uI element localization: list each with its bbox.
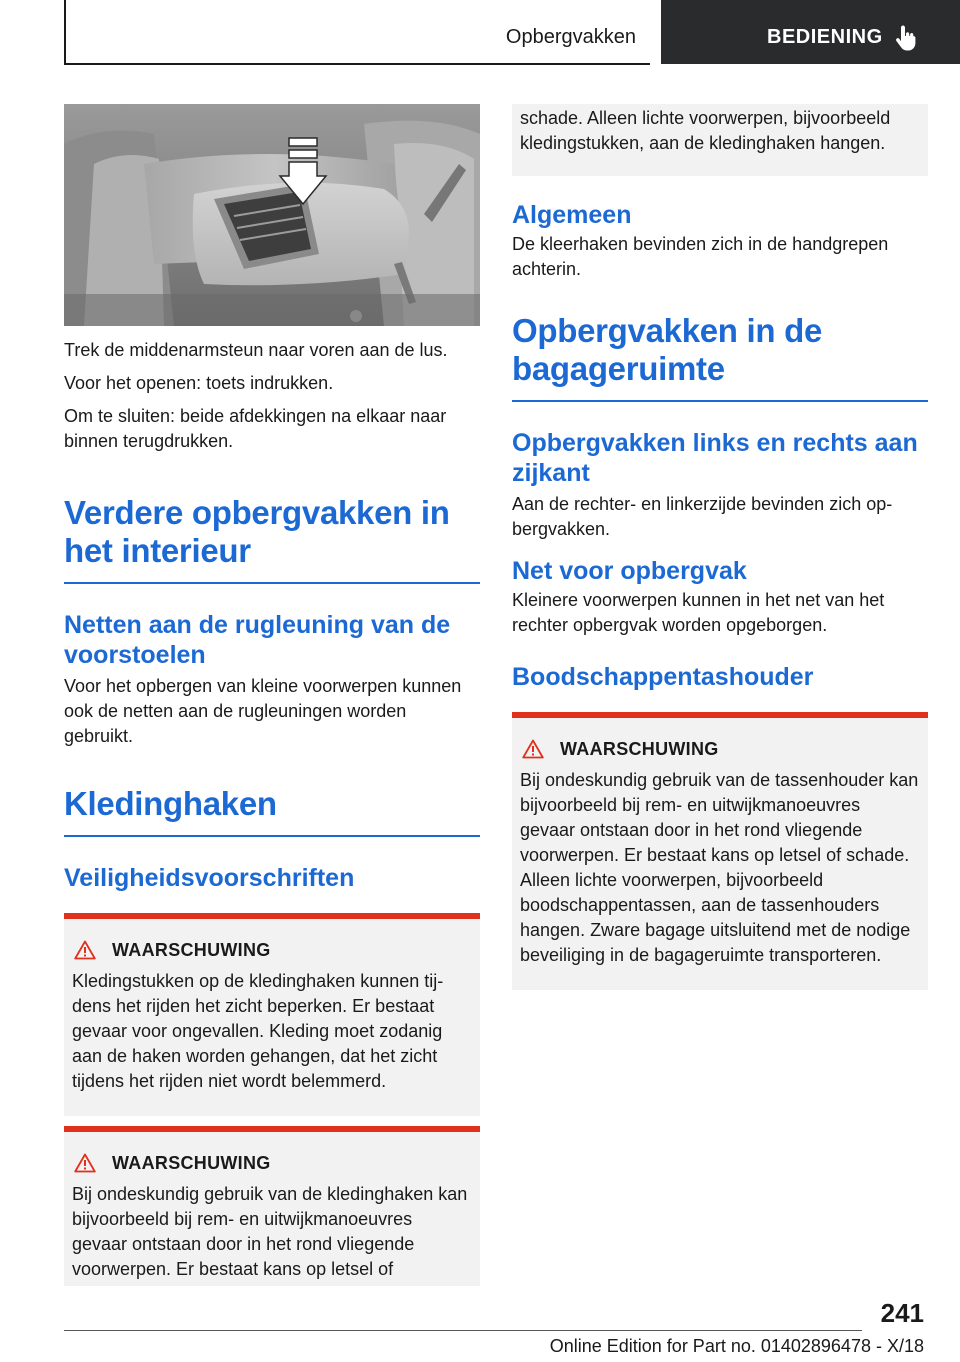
heading-seat-nets: Netten aan de rugleuning van de voorstoelen — [64, 611, 451, 669]
heading-luggage-storage: Opbergvakken in de bagageruimte — [512, 312, 823, 387]
warning-text: Kledingstukken op de kledinghaken kunnen tijdens het rijden het zicht beperken. Er bestaat gevaar voor ongevallen. Kleding moet zodanig aan de haken worden gehangen, dat het zicht tijdens het rijden niet wordt belemmerd. — [72, 971, 444, 1091]
warning-box-hooks-misuse — [64, 1126, 480, 1286]
heading-rule — [64, 835, 480, 837]
right-column — [512, 104, 928, 990]
heading-rule — [512, 400, 928, 402]
warning-triangle-icon — [74, 940, 96, 960]
warning-box-bag-holder — [512, 712, 928, 990]
heading-coat-hooks: Kledinghaken — [64, 785, 277, 822]
left-column — [64, 104, 480, 1286]
warning-text: Bij ondeskundig gebruik van de tassenhouder kan bijvoorbeeld bij rem- en uitwijkmanoeuvres gevaar ontstaan door in het rond vliegende voorwerpen. Er bestaat kans op letsel of schade. Alleen lichte voorwerpen, bijvoorbeeld boodschappentassen, aan de tassenhouders hangen. Zware bagage uitsluitend met de nodige beveiliging in de bagageruimte transporteren. — [520, 770, 919, 965]
warning-triangle-icon — [74, 1153, 96, 1173]
paragraph-storage-net: Kleinere voorwerpen kunnen in het net van het rechter opbergvak worden opgeborgen. — [512, 590, 885, 635]
heading-bag-holder: Boodschappentashouder — [512, 663, 814, 691]
warning-title: WAARSCHUWING — [560, 738, 719, 759]
paragraph-side-compartments: Aan de rechter- en linkerzijde bevinden zich opbergvakken. — [512, 494, 893, 539]
heading-interior-storage: Verdere opbergvakken in het interieur — [64, 494, 450, 569]
heading-side-compartments: Opbergvakken links en rechts aan zijkant — [512, 429, 918, 487]
warning-box-visibility — [64, 913, 480, 1116]
paragraph-open: Voor het openen: toets indrukken. — [64, 373, 334, 393]
paragraph-close: Om te sluiten: beide afdekkingen na elkaar naar binnen terugdrukken. — [64, 406, 447, 451]
warning-text-continued: schade. Alleen lichte voorwerpen, bijvoorbeeld kledingstukken, aan de kledinghaken hangen. — [520, 108, 891, 153]
footer-rule — [64, 1330, 862, 1331]
header-chapter-label: BEDIENING — [767, 26, 883, 48]
heading-rule — [64, 582, 480, 584]
warning-title: WAARSCHUWING — [112, 1152, 271, 1173]
heading-storage-net: Net voor opbergvak — [512, 557, 747, 585]
header-chapter-tab — [661, 0, 960, 64]
header-section-title: Opbergvakken — [505, 26, 636, 48]
paragraph-pull-armrest: Trek de middenarmsteun naar voren aan de lus. — [64, 340, 448, 360]
heading-safety-rules: Veiligheidsvoorschriften — [64, 864, 355, 892]
heading-general: Algemeen — [512, 201, 632, 229]
paragraph-seat-nets: Voor het opbergen van kleine voorwerpen kunnen ook de netten aan de rugleuningen worden gebruikt. — [64, 676, 462, 746]
warning-triangle-icon — [522, 739, 544, 759]
paragraph-general: De kleerhaken bevinden zich in de handgrepen achterin. — [512, 234, 889, 279]
warning-text: Bij ondeskundig gebruik van de kledinghaken kan bijvoorbeeld bij rem- en uitwijkmanoeuvres gevaar ontstaan door in het rond vliegende voorwerpen. Er bestaat kans op letsel of — [72, 1184, 468, 1279]
warning-title: WAARSCHUWING — [112, 939, 271, 960]
page-number: 241 — [880, 1298, 924, 1328]
hand-pointer-icon — [895, 24, 919, 52]
armrest-photo — [64, 104, 480, 326]
header-rule-horizontal — [64, 63, 650, 65]
footer-edition: Online Edition for Part no. 01402896478 - X/18 — [549, 1336, 924, 1356]
warning-box-continuation — [512, 104, 928, 176]
